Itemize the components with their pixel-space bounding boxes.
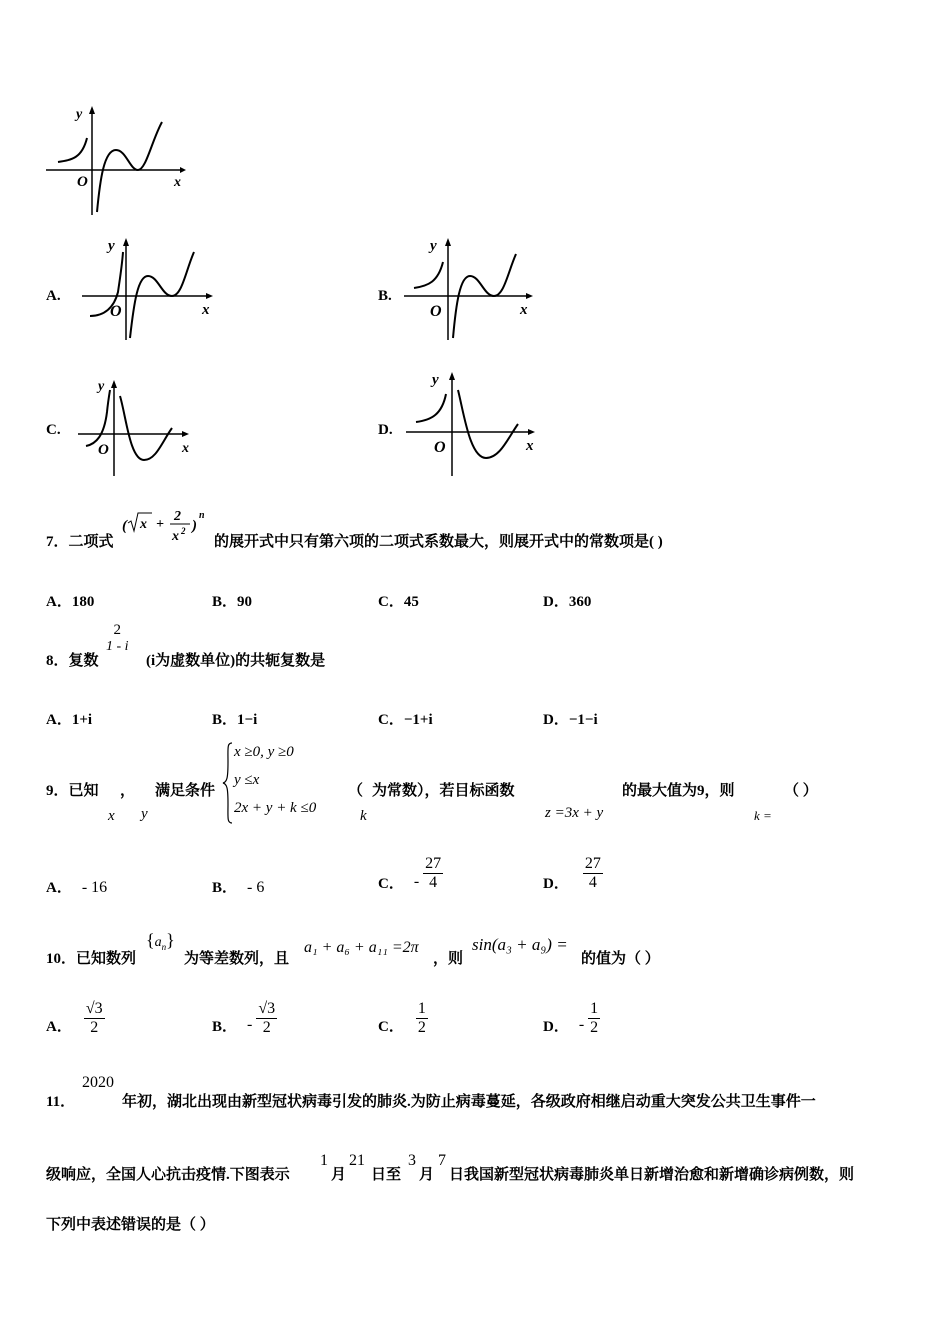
- svg-text:+: +: [156, 517, 164, 532]
- q11-year: 2020: [82, 1074, 114, 1091]
- q9-var-k: k: [360, 808, 367, 824]
- q10-option-b[interactable]: B． - $\frac{√3}{2}$: [212, 999, 276, 1036]
- q8-fraction: 2 1 - i: [106, 622, 129, 654]
- svg-text:y: y: [430, 238, 437, 254]
- svg-text:x: x: [202, 302, 210, 318]
- q7-expression: [122, 504, 214, 550]
- q7-option-c[interactable]: C．45: [378, 594, 419, 610]
- q7-number: 7．二项式: [46, 534, 114, 550]
- q10-condition: a₁ + a₆ + a₁₁ =2π: [304, 939, 419, 956]
- q9-condition-2: y ≤x: [234, 772, 260, 788]
- q9-condition-1: x ≥0, y ≥0: [234, 744, 294, 760]
- axis-x-label: x: [174, 175, 181, 190]
- q9-text-6: 的最大值为9，则: [622, 783, 735, 799]
- q8-text: (i为虚数单位)的共轭复数是: [146, 653, 326, 669]
- q8-number: 8．复数: [46, 653, 99, 669]
- q9-text-5: 为常数），若目标函数: [372, 783, 515, 799]
- q11-line-1: 年初，湖北出现由新型冠状病毒引发的肺炎.为防止病毒蔓延，各级政府相继启动重大突发公共卫生事件一: [122, 1094, 816, 1110]
- q11-month-2: 3: [408, 1152, 416, 1169]
- q11-line-3: 下列中表述错误的是（ ）: [46, 1217, 215, 1233]
- q9-var-y: y: [141, 806, 148, 822]
- q10-option-a[interactable]: A． $\frac{√3}{2}$: [46, 999, 103, 1036]
- q10-number: 10．已知数列: [46, 951, 137, 967]
- q9-text-2: ，: [120, 783, 136, 799]
- q9-brace: [222, 742, 234, 824]
- q11-day-1: 21: [349, 1152, 365, 1169]
- svg-text:O: O: [430, 303, 442, 320]
- svg-text:y: y: [98, 379, 105, 394]
- svg-text:x: x: [140, 517, 147, 532]
- q9-var-x: x: [108, 808, 115, 824]
- reference-graph: [40, 100, 190, 220]
- svg-text:O: O: [110, 303, 122, 320]
- q11-ri-zhi: 日至: [371, 1167, 402, 1183]
- q10-expression: sin(a₃ + a₉) =: [472, 935, 568, 954]
- option-d-label: D.: [378, 422, 393, 438]
- q8-option-b[interactable]: B．1−i: [212, 712, 258, 728]
- q10-sequence: $\{a_n\}$: [146, 930, 175, 953]
- svg-text:O: O: [98, 442, 109, 458]
- q9-text-4: （: [348, 783, 364, 799]
- option-c-graph: [74, 372, 204, 480]
- q9-condition-3: 2x + y + k ≤0: [234, 800, 317, 816]
- option-b-graph: [400, 232, 540, 344]
- q10-text-2: 为等差数列，且: [184, 951, 290, 967]
- svg-text:n: n: [199, 510, 205, 521]
- q9-option-b[interactable]: B． - 6: [212, 879, 265, 896]
- q9-text-7: （ ）: [784, 783, 818, 799]
- q9-target-function: z =3x + y: [545, 805, 604, 821]
- q10-option-c[interactable]: C． $\frac{1}{2}$: [378, 999, 426, 1036]
- q11-yue-2: 月: [419, 1167, 435, 1183]
- svg-text:x: x: [526, 438, 534, 454]
- q9-k-equals: k =: [754, 808, 772, 823]
- q11-month-1: 1: [320, 1152, 328, 1169]
- svg-text:2: 2: [174, 509, 181, 524]
- q9-option-a[interactable]: A． - 16: [46, 879, 108, 896]
- svg-text:x: x: [172, 529, 179, 544]
- svg-text:x: x: [520, 302, 528, 318]
- q7-text: 的展开式中只有第六项的二项式系数最大，则展开式中的常数项是( ): [214, 534, 663, 550]
- svg-text:y: y: [108, 238, 115, 254]
- q10-text-3: ，则: [433, 951, 464, 967]
- q7-option-d[interactable]: D．360: [543, 594, 592, 610]
- svg-text:x: x: [182, 441, 189, 456]
- q9-option-d[interactable]: D． $\frac{27}{4}$: [543, 854, 601, 892]
- q10-option-d[interactable]: D． - $\frac{1}{2}$: [543, 999, 599, 1036]
- q9-text-3: 满足条件: [155, 783, 216, 799]
- svg-text:2: 2: [181, 526, 186, 536]
- option-a-graph: [78, 232, 218, 344]
- q11-yue-1: 月: [331, 1167, 347, 1183]
- q9-option-c[interactable]: C． - $\frac{27}{4}$: [378, 854, 442, 892]
- svg-text:): ): [192, 518, 197, 534]
- q11-number: 11．: [46, 1094, 76, 1110]
- q8-option-c[interactable]: C．−1+i: [378, 712, 433, 728]
- svg-text:y: y: [432, 372, 439, 388]
- q10-text-4: 的值为（ ）: [581, 951, 660, 967]
- origin-label: O: [77, 174, 88, 190]
- option-b-label: B.: [378, 288, 392, 304]
- q7-option-a[interactable]: A．180: [46, 594, 95, 610]
- q9-text-1: 9．已知: [46, 783, 99, 799]
- q8-option-d[interactable]: D．−1−i: [543, 712, 598, 728]
- axis-y-label: y: [76, 107, 83, 122]
- q8-option-a[interactable]: A．1+i: [46, 712, 93, 728]
- option-d-graph: [402, 366, 547, 480]
- option-c-label: C.: [46, 422, 61, 438]
- q11-day-2: 7: [438, 1152, 446, 1169]
- svg-text:(: (: [122, 518, 127, 534]
- q7-option-b[interactable]: B．90: [212, 594, 253, 610]
- q11-line-2b: 日我国新型冠状病毒肺炎单日新增治愈和新增确诊病例数，则: [449, 1167, 855, 1183]
- option-a-label: A.: [46, 288, 61, 304]
- q11-line-2a: 级响应，全国人心抗击疫情.下图表示: [46, 1167, 290, 1183]
- svg-text:O: O: [434, 439, 446, 456]
